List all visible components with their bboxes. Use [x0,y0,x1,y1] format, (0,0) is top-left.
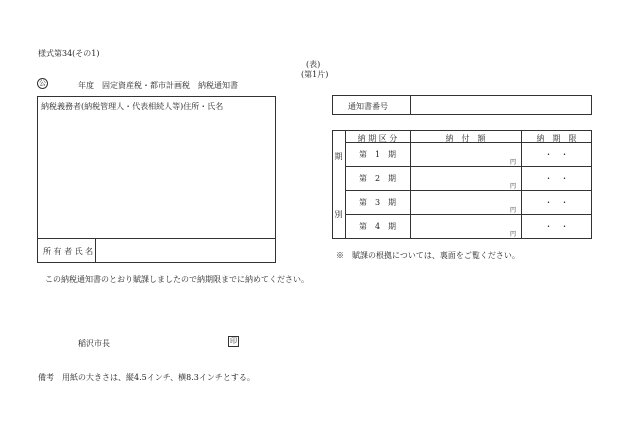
notice-number-label: 通知書番号 [348,102,388,111]
side-label-top: 期 [334,152,343,161]
period-row-3: 第 3 期 [358,198,397,207]
row-divider-2 [345,190,592,191]
yen-row-1: 円 [510,159,517,166]
period-header: 納 期 区 分 [357,134,398,143]
front-mark: (表) [306,60,321,69]
row-divider-3 [345,214,592,215]
yen-row-2: 円 [510,183,517,190]
amount-column-box [410,130,522,239]
row-divider-1 [345,166,592,167]
issuer-name: 稲沢市長 [78,339,110,348]
owner-divider [37,238,276,239]
deadline-row-4: ・ ・ [544,222,569,231]
official-seal-mark: 印 [230,337,237,345]
amount-header: 納 付 額 [445,134,486,143]
deadline-header: 納 期 限 [536,134,577,143]
sheet-number: (第1片) [301,70,329,79]
form-id: 様式第34(その1) [38,49,100,58]
document-title: 年度 固定資産税・都市計画税 納税通知書 [78,81,238,90]
period-row-1: 第 1 期 [358,150,397,159]
yen-row-3: 円 [510,207,517,214]
basis-note: ※ 賦課の根拠については、裏面をご覧ください。 [336,251,520,260]
remark: 備考 用紙の大きさは、縦4.5インチ、横8.3インチとする。 [38,373,255,382]
deadline-row-1: ・ ・ [544,150,569,159]
period-row-2: 第 2 期 [358,174,397,183]
payment-statement: この納税通知書のとおり賦課しましたので納期限までに納めてください。 [45,275,309,284]
notice-number-divider [410,95,411,115]
period-row-4: 第 4 期 [358,222,397,231]
public-seal-mark: 公 [39,79,46,87]
deadline-row-3: ・ ・ [544,198,569,207]
taxpayer-header: 納税義務者(納税管理人・代表相続人等)住所・氏名 [41,102,224,111]
owner-label-divider [95,238,96,263]
deadline-row-2: ・ ・ [544,174,569,183]
yen-row-4: 円 [510,231,517,238]
side-label-bottom: 別 [334,210,343,219]
owner-name-label: 所 有 者 氏 名 [43,247,94,256]
